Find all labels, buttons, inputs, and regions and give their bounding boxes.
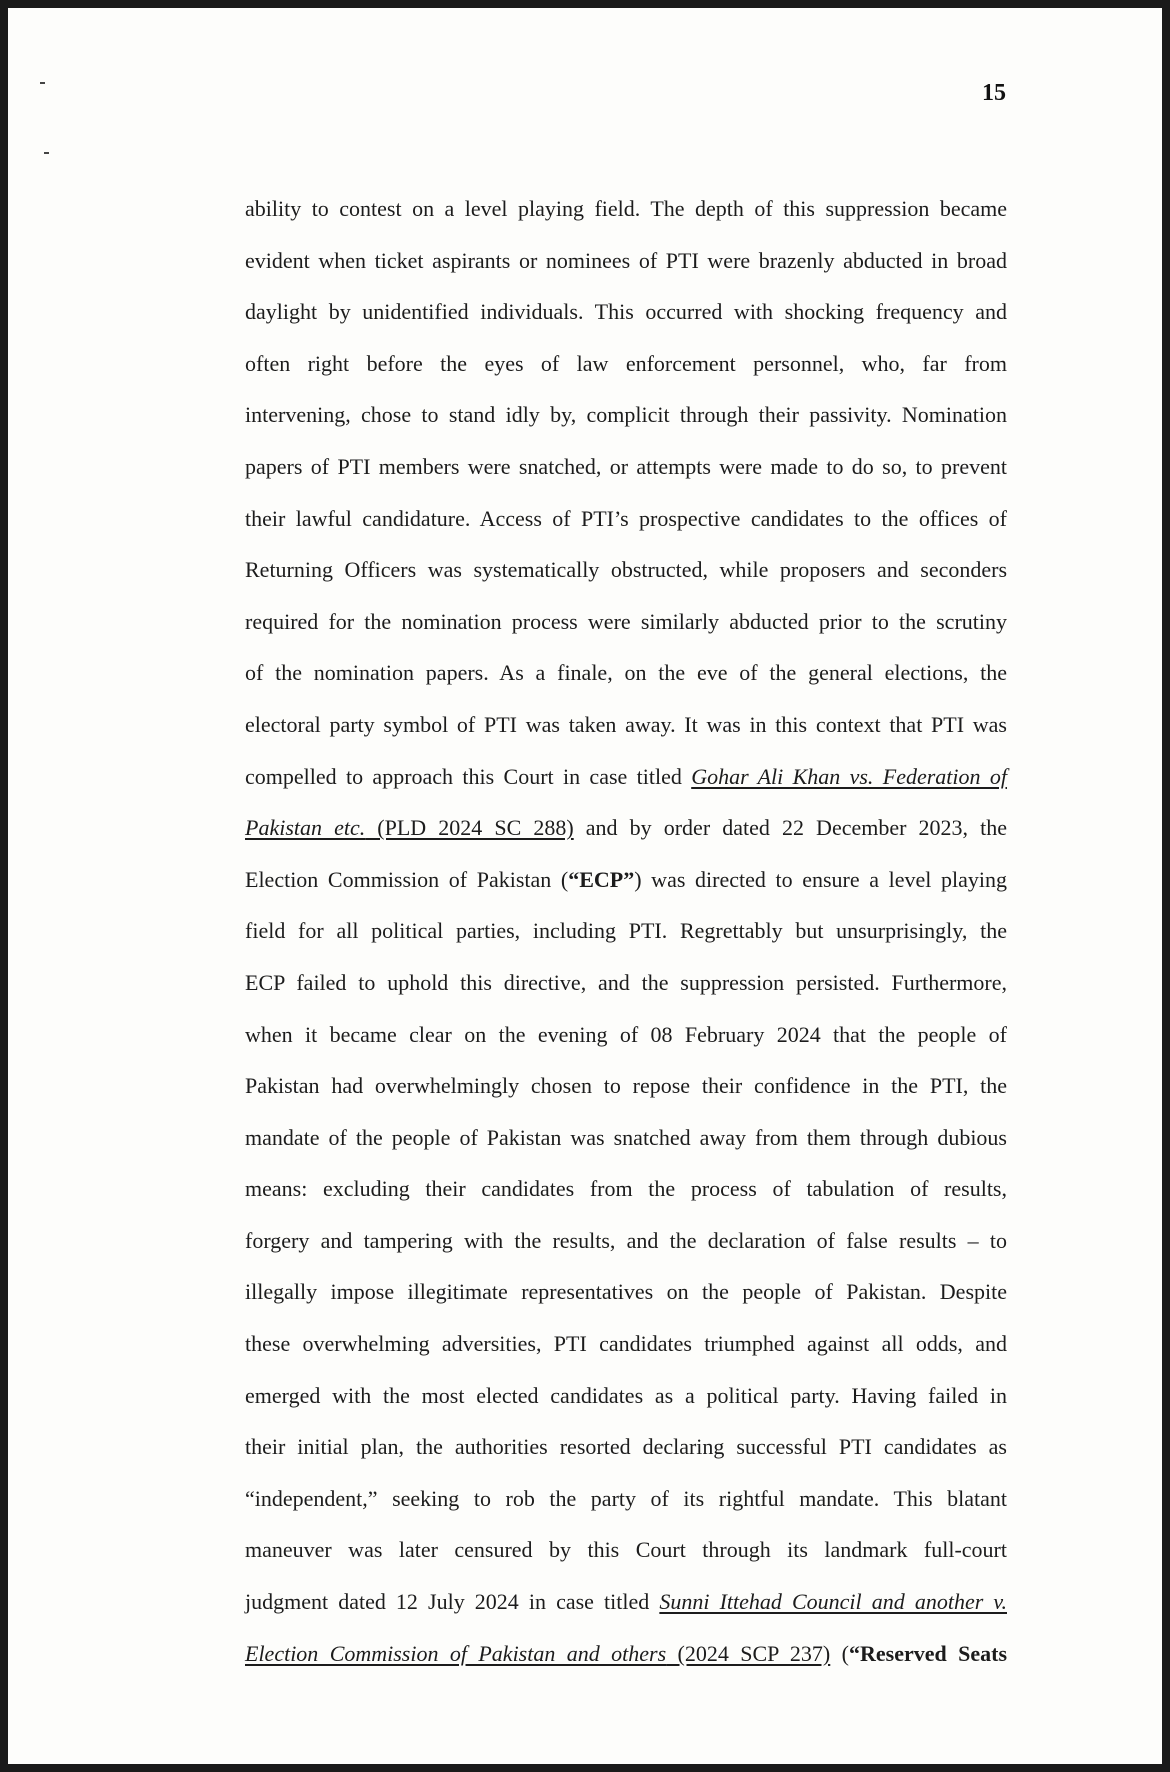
defined-term: “Reserved Seats: [848, 1640, 1007, 1666]
text-line: [245, 1009, 1007, 1061]
text-line: [245, 957, 1007, 1009]
text-run: Pakistan had overwhelmingly chosen to repose their confidence in the PTI, the: [245, 1073, 1007, 1099]
case-reference: (2024 SCP 237): [666, 1640, 831, 1666]
text-line: [245, 441, 1007, 493]
text-run: these overwhelming adversities, PTI candidates triumphed against all odds, and: [245, 1331, 1007, 1357]
text-run: papers of PTI members were snatched, or attempts were made to do so, to prevent: [245, 453, 1007, 479]
text-run: Election Commission of Pakistan (: [245, 866, 569, 892]
text-run: means: excluding their candidates from the process of tabulation of results,: [245, 1176, 1007, 1202]
text-line: [245, 1421, 1007, 1473]
text-run: their lawful candidature. Access of PTI’s prospective candidates to the offices of: [245, 505, 1007, 531]
text-line: [245, 1576, 1007, 1628]
text-run: daylight by unidentified individuals. This occurred with shocking frequency and: [245, 299, 1007, 325]
text-run: ) was directed to ensure a level playing: [634, 866, 1007, 892]
case-reference: (PLD 2024 SC 288): [365, 815, 574, 841]
text-run: mandate of the people of Pakistan was snatched away from them through dubious: [245, 1124, 1007, 1150]
case-citation: Gohar Ali Khan vs. Federation of: [691, 763, 1007, 789]
text-line: [245, 647, 1007, 699]
text-line: [245, 1473, 1007, 1525]
text-line: [245, 493, 1007, 545]
text-run: and by order dated 22 December 2023, the: [573, 815, 1007, 841]
text-line: [245, 1524, 1007, 1576]
text-line: [245, 1318, 1007, 1370]
body-paragraph: [245, 183, 1007, 1679]
text-run: emerged with the most elected candidates as a political party. Having failed in: [245, 1382, 1007, 1408]
text-run: their initial plan, the authorities resorted declaring successful PTI candidates as: [245, 1434, 1007, 1460]
text-line: [245, 235, 1007, 287]
text-run: forgery and tampering with the results, and the declaration of false results – to: [245, 1227, 1007, 1253]
text-run: when it became clear on the evening of 08 February 2024 that the people of: [245, 1021, 1007, 1047]
text-line: [245, 389, 1007, 441]
text-line: [245, 905, 1007, 957]
text-line: [245, 183, 1007, 235]
text-run: Returning Officers was systematically obstructed, while proposers and seconders: [245, 557, 1007, 583]
text-line: [245, 854, 1007, 906]
scan-speck: [40, 82, 45, 84]
text-run: often right before the eyes of law enforcement personnel, who, far from: [245, 350, 1007, 376]
text-run: compelled to approach this Court in case titled: [245, 763, 692, 789]
text-run: judgment dated 12 July 2024 in case titled: [245, 1589, 660, 1615]
text-run: (: [830, 1640, 849, 1666]
text-line: [245, 1163, 1007, 1215]
text-line: [245, 699, 1007, 751]
page-number: 15: [982, 80, 1006, 106]
text-line: [245, 1215, 1007, 1267]
text-line: [245, 751, 1007, 803]
text-run: ability to contest on a level playing field. The depth of this suppression became: [245, 196, 1007, 221]
text-run: intervening, chose to stand idly by, complicit through their passivity. Nomination: [245, 402, 1007, 428]
text-line: [245, 1060, 1007, 1112]
text-line: [245, 1628, 1007, 1680]
text-run: of the nomination papers. As a finale, on the eve of the general elections, the: [245, 660, 1007, 686]
text-run: evident when ticket aspirants or nominees of PTI were brazenly abducted in broad: [245, 247, 1007, 273]
case-citation: Pakistan etc.: [245, 815, 366, 841]
text-run: “independent,” seeking to rob the party of its rightful mandate. This blatant: [245, 1485, 1007, 1511]
text-line: [245, 286, 1007, 338]
scan-speck: [44, 152, 49, 154]
text-run: illegally impose illegitimate representatives on the people of Pakistan. Despite: [245, 1279, 1007, 1305]
text-line: [245, 1112, 1007, 1164]
text-run: required for the nomination process were similarly abducted prior to the scrutiny: [245, 608, 1007, 634]
defined-term: “ECP”: [568, 866, 635, 892]
text-run: maneuver was later censured by this Court through its landmark full-court: [245, 1537, 1007, 1563]
text-line: [245, 544, 1007, 596]
text-line: [245, 1370, 1007, 1422]
text-line: [245, 338, 1007, 390]
text-line: [245, 1266, 1007, 1318]
case-citation: Election Commission of Pakistan and others: [245, 1640, 667, 1666]
text-run: ECP failed to uphold this directive, and the suppression persisted. Furthermore,: [245, 969, 1007, 995]
text-run: field for all political parties, including PTI. Regrettably but unsurprisingly, the: [245, 918, 1007, 944]
case-citation: Sunni Ittehad Council and another v.: [659, 1589, 1007, 1615]
text-run: electoral party symbol of PTI was taken away. It was in this context that PTI was: [245, 711, 1007, 737]
text-line: [245, 596, 1007, 648]
document-page: [8, 8, 1162, 1764]
text-line: [245, 802, 1007, 854]
